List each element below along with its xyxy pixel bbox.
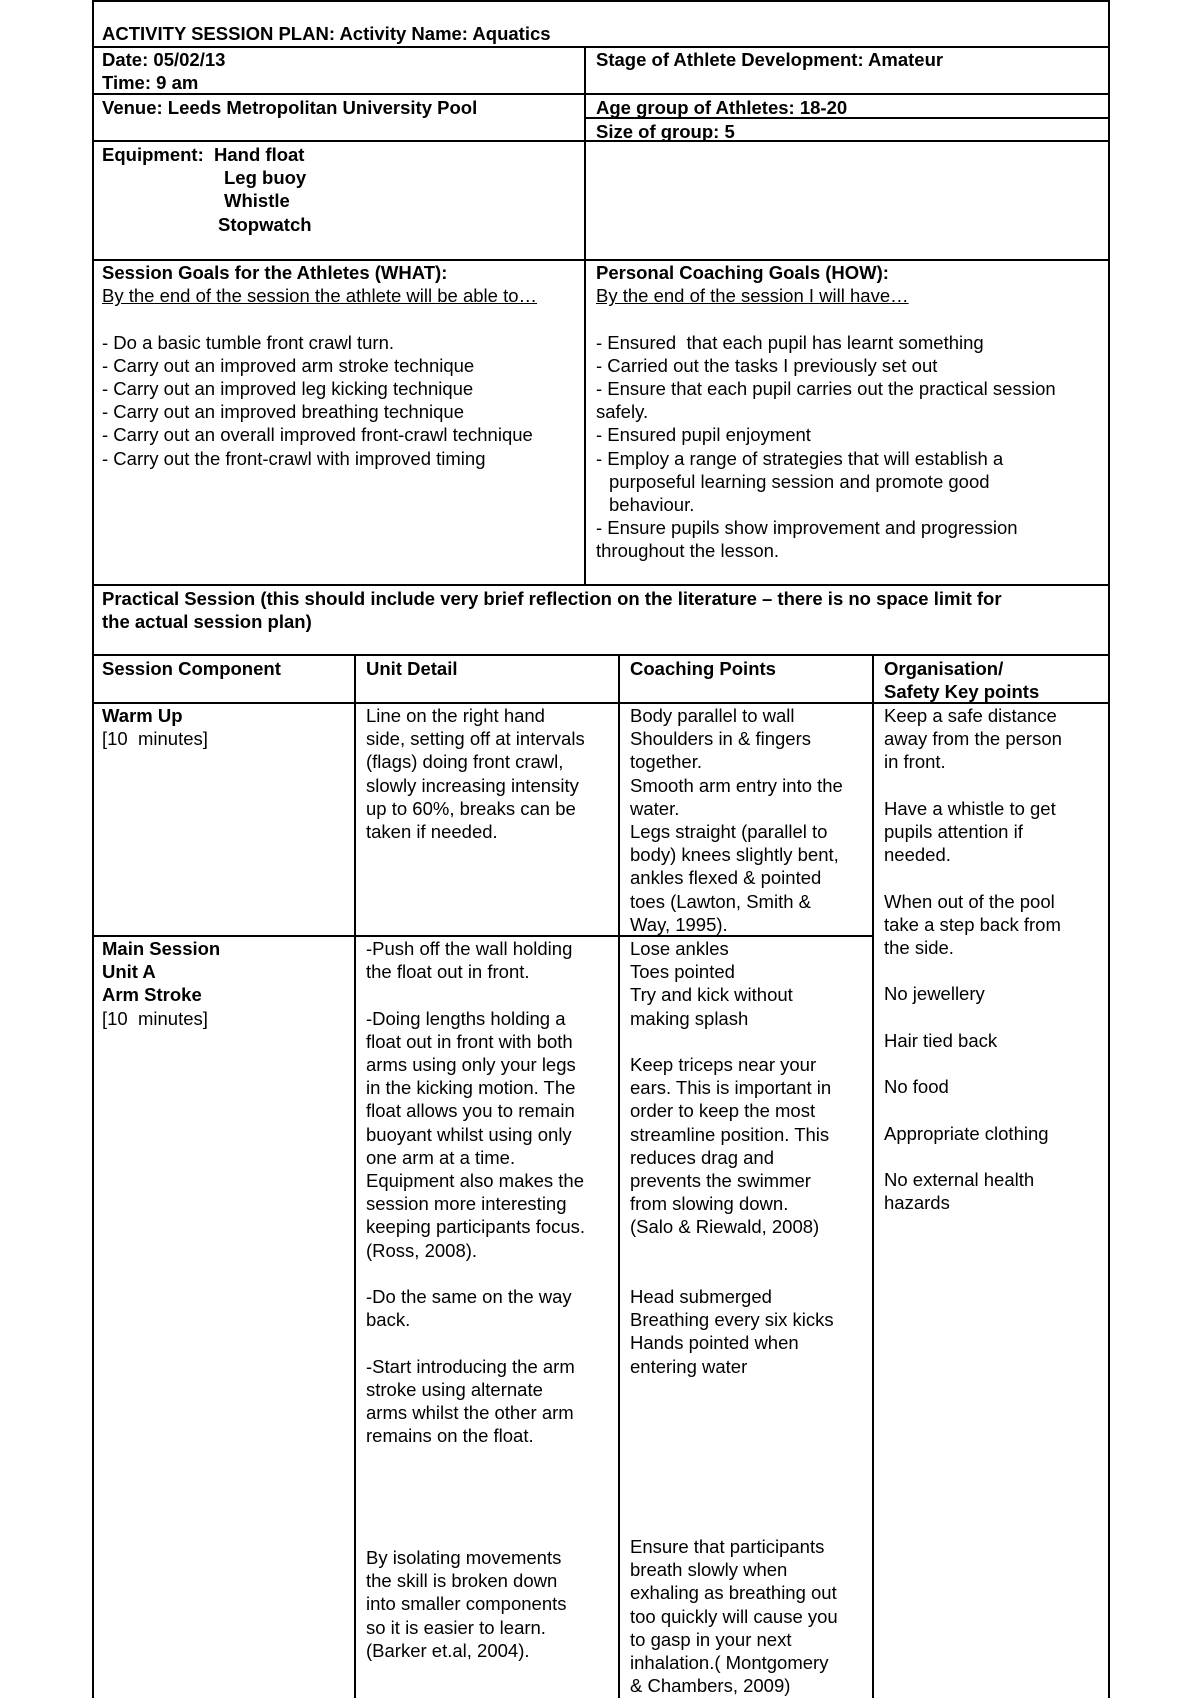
equipment-item: Hand float: [214, 144, 305, 165]
text-line: together.: [630, 751, 703, 773]
text-line: Body parallel to wall: [630, 705, 795, 726]
text-line: -Doing lengths holding a: [366, 1007, 566, 1029]
text-line: water.: [630, 797, 680, 819]
coaching-goal-item: - Ensured that each pupil has learnt something: [596, 331, 984, 353]
coaching-goals-heading: Personal Coaching Goals (HOW):: [596, 262, 889, 283]
text-line: Smooth arm entry into the: [630, 774, 843, 796]
text-line: in the kicking motion. The: [366, 1077, 576, 1099]
warmup-component: [92, 704, 354, 750]
rule: [92, 654, 1110, 656]
coaching-goals-subheading: By the end of the session I will have…: [596, 285, 909, 307]
text-line: in front.: [884, 751, 946, 773]
text-line: (Barker et.al, 2004).: [366, 1639, 530, 1661]
text-line: -Do the same on the way: [366, 1286, 572, 1308]
text-line: -Push off the wall holding: [366, 938, 573, 959]
text-line: Toes pointed: [630, 961, 735, 983]
coaching-goal-item: purposeful learning session and promote good: [609, 470, 990, 492]
text-line: (Salo & Riewald, 2008): [630, 1216, 820, 1238]
coaching-goals: [586, 261, 1110, 563]
athlete-goal-item: - Do a basic tumble front crawl turn.: [102, 331, 394, 353]
col-header-line: Safety Key points: [884, 681, 1040, 703]
coaching-goal-item: - Employ a range of strategies that will establish a: [596, 447, 1004, 469]
text-line: Try and kick without: [630, 984, 793, 1006]
text-line: inhalation.( Montgomery: [630, 1652, 829, 1674]
age-group: Age group of Athletes: 18-20: [596, 97, 848, 118]
group-size: Size of group: 5: [596, 121, 735, 142]
athlete-goals-heading: Session Goals for the Athletes (WHAT):: [102, 262, 448, 283]
coaching-goal-item: - Ensure that each pupil carries out the practical session: [596, 378, 1056, 399]
athlete-goal-item: - Carry out an improved leg kicking technique: [102, 378, 474, 399]
rule: [92, 584, 1110, 586]
text-line: keeping participants focus.: [366, 1216, 586, 1238]
text-line: needed.: [884, 844, 951, 866]
text-line: making splash: [630, 1007, 749, 1029]
text-line: too quickly will cause you: [630, 1605, 838, 1627]
equipment-section: [92, 143, 1110, 236]
text-line: the skill is broken down: [366, 1570, 558, 1592]
athlete-goal-item: - Carry out the front-crawl with improved timing: [102, 447, 486, 469]
text-line: the float out in front.: [366, 961, 530, 983]
text-line: streamline position. This: [630, 1123, 830, 1145]
athlete-goals-subheading: By the end of the session the athlete will be able to…: [102, 285, 538, 307]
text-line: entering water: [630, 1355, 748, 1377]
text-line: float out in front with both: [366, 1030, 573, 1052]
text-line: pupils attention if: [884, 821, 1023, 842]
text-line: buoyant whilst using only: [366, 1123, 572, 1145]
text-line: the side.: [884, 937, 954, 958]
equipment-line: [102, 143, 1100, 166]
warmup-coaching-points: [620, 704, 872, 936]
rule: [92, 140, 584, 142]
main-session-focus: Arm Stroke: [102, 984, 202, 1006]
col-header-session-component: Session Component: [102, 658, 281, 679]
col-header-coaching-points: Coaching Points: [630, 658, 776, 679]
text-line: away from the person: [884, 728, 1062, 750]
text-line: Keep a safe distance: [884, 705, 1057, 726]
warmup-title: Warm Up: [102, 705, 183, 726]
time: Time: 9 am: [102, 72, 199, 93]
main-session-unit: Unit A: [102, 961, 156, 983]
text-line: (Ross, 2008).: [366, 1239, 478, 1261]
text-line: take a step back from: [884, 913, 1061, 935]
session-plan-page: [92, 0, 1112, 1698]
text-line: slowly increasing intensity: [366, 774, 579, 796]
text-line: ankles flexed & pointed: [630, 867, 822, 889]
text-line: reduces drag and: [630, 1146, 774, 1168]
coaching-goal-item: throughout the lesson.: [596, 540, 780, 562]
text-line: By isolating movements: [366, 1547, 562, 1568]
text-line: Hair tied back: [884, 1029, 998, 1051]
coaching-goal-item: behaviour.: [609, 494, 695, 516]
athlete-goals: [92, 261, 584, 470]
text-line: Shoulders in & fingers: [630, 728, 811, 750]
main-session-component: [92, 937, 354, 1030]
text-line: Have a whistle to get: [884, 797, 1056, 819]
text-line: Equipment also makes the: [366, 1170, 585, 1192]
text-line: Head submerged: [630, 1286, 772, 1307]
text-line: prevents the swimmer: [630, 1170, 811, 1192]
text-line: Legs straight (parallel to: [630, 821, 828, 843]
text-line: No jewellery: [884, 983, 985, 1005]
text-line: & Chambers, 2009): [630, 1675, 791, 1697]
text-line: to gasp in your next: [630, 1628, 792, 1650]
organisation-safety-points: [874, 704, 1110, 1214]
date: Date: 05/02/13: [102, 49, 226, 70]
text-line: Way, 1995).: [630, 913, 728, 935]
main-unit-detail-isolation: [356, 1546, 618, 1662]
text-line: Ensure that participants: [630, 1536, 825, 1557]
practical-heading-line: the actual session plan): [102, 611, 312, 633]
text-line: taken if needed.: [366, 821, 498, 843]
athlete-goal-item: - Carry out an overall improved front-crawl technique: [102, 424, 533, 446]
text-line: Keep triceps near your: [630, 1054, 817, 1075]
text-line: hazards: [884, 1192, 950, 1214]
equipment-item: Whistle: [224, 190, 290, 212]
coaching-goal-item: - Ensure pupils show improvement and progression: [596, 517, 1018, 539]
text-line: exhaling as breathing out: [630, 1582, 837, 1604]
text-line: -Start introducing the arm: [366, 1355, 575, 1377]
venue: Venue: Leeds Metropolitan University Pool: [102, 97, 478, 118]
plan-title: ACTIVITY SESSION PLAN: Activity Name: Aquatics: [102, 23, 551, 44]
equipment-item: Leg buoy: [224, 167, 307, 189]
text-line: up to 60%, breaks can be: [366, 797, 576, 819]
text-line: (flags) doing front crawl,: [366, 751, 564, 773]
athlete-goal-item: - Carry out an improved breathing technique: [102, 401, 464, 423]
text-line: breath slowly when: [630, 1559, 788, 1581]
text-line: No food: [884, 1076, 949, 1098]
text-line: side, setting off at intervals: [366, 728, 585, 750]
text-line: toes (Lawton, Smith &: [630, 890, 811, 912]
coaching-goal-item: safely.: [596, 401, 649, 423]
col-header-line: Organisation/: [884, 658, 1004, 679]
text-line: from slowing down.: [630, 1193, 789, 1215]
text-line: arms whilst the other arm: [366, 1402, 574, 1424]
text-line: Lose ankles: [630, 938, 729, 959]
text-line: back.: [366, 1309, 411, 1331]
text-line: No external health: [884, 1168, 1035, 1190]
text-line: so it is easier to learn.: [366, 1616, 546, 1638]
text-line: session more interesting: [366, 1193, 567, 1215]
main-coaching-points-breathing: [620, 1535, 872, 1697]
main-session-duration: [10 minutes]: [102, 1007, 208, 1029]
practical-session-heading: [92, 587, 1110, 633]
warmup-detail: [356, 704, 618, 843]
text-line: stroke using alternate: [366, 1378, 543, 1400]
coaching-goal-item: - Carried out the tasks I previously set out: [596, 354, 938, 376]
text-line: order to keep the most: [630, 1100, 816, 1122]
text-line: float allows you to remain: [366, 1100, 575, 1122]
text-line: Appropriate clothing: [884, 1122, 1049, 1144]
text-line: When out of the pool: [884, 890, 1055, 912]
warmup-duration: [10 minutes]: [102, 728, 208, 750]
text-line: body) knees slightly bent,: [630, 844, 839, 866]
main-coaching-points: [620, 937, 872, 1378]
col-header-unit-detail: Unit Detail: [366, 658, 458, 679]
stage-of-development: Stage of Athlete Development: Amateur: [596, 49, 944, 70]
text-line: Hands pointed when: [630, 1332, 799, 1354]
athlete-goal-item: - Carry out an improved arm stroke technique: [102, 354, 475, 376]
main-session-title: Main Session: [102, 938, 221, 959]
col-header-organisation: [874, 657, 1110, 703]
text-line: remains on the float.: [366, 1425, 534, 1447]
main-unit-detail: [356, 937, 618, 1447]
text-line: one arm at a time.: [366, 1146, 516, 1168]
practical-heading-line: Practical Session (this should include very brief reflection on the literature – there is no space limit for: [102, 588, 1002, 609]
equipment-label: Equipment:: [102, 144, 204, 165]
equipment-item: Stopwatch: [218, 213, 312, 235]
coaching-goal-item: - Ensured pupil enjoyment: [596, 424, 811, 446]
text-line: into smaller components: [366, 1593, 567, 1615]
text-line: Line on the right hand: [366, 705, 545, 726]
text-line: ears. This is important in: [630, 1077, 832, 1099]
text-line: arms using only your legs: [366, 1054, 576, 1075]
text-line: Breathing every six kicks: [630, 1309, 834, 1331]
